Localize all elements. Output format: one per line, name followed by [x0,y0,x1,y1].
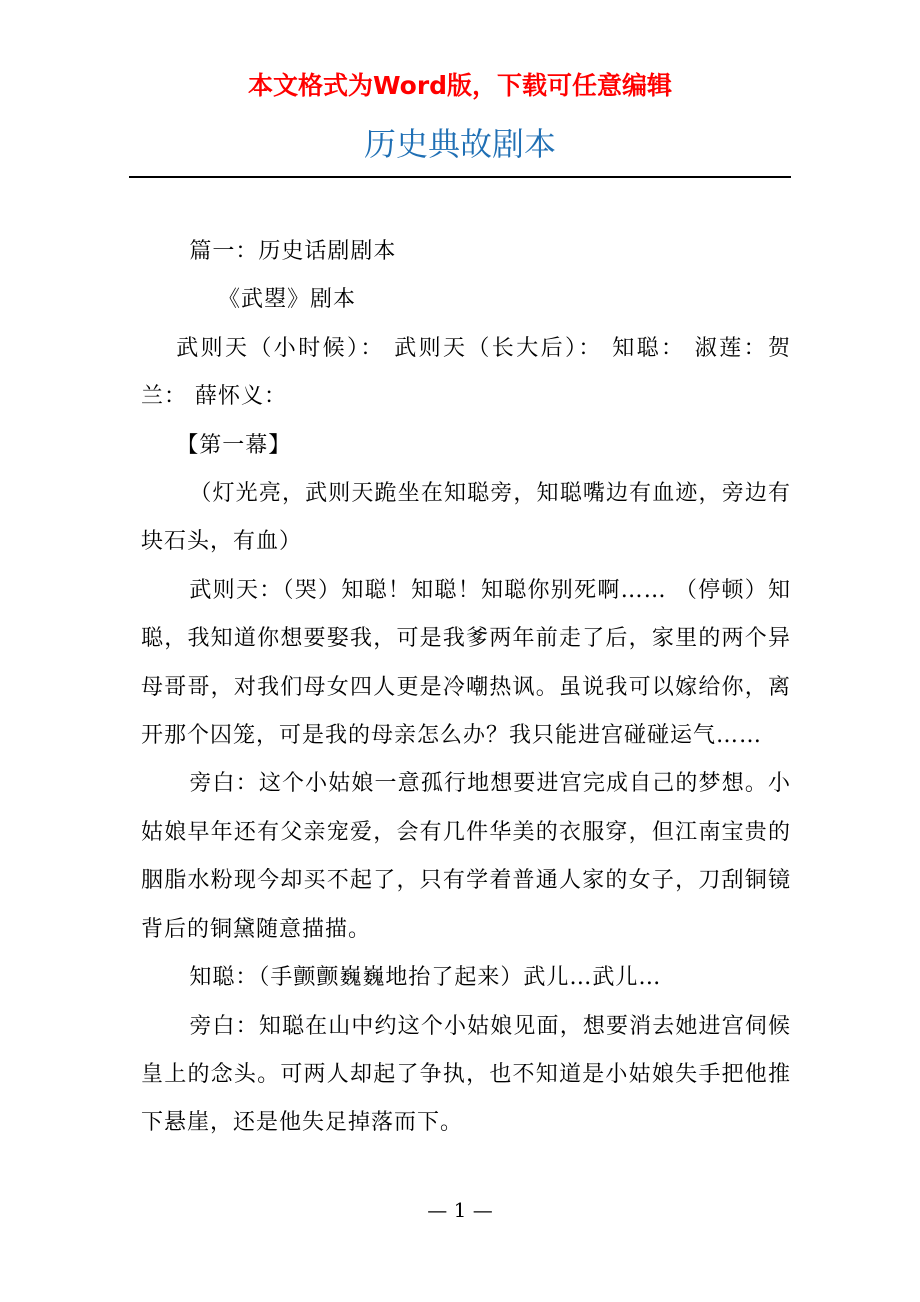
narration-paragraph: 旁白：这个小姑娘一意孤行地想要进宫完成自己的梦想。小姑娘早年还有父亲宠爱，会有几件华美的衣服穿，但江南宝贵的胭脂水粉现今却买不起了，只有学着普通人家的女子，刀刮铜镜背后的铜黛随意描描。 [141,771,791,942]
title-divider [129,176,791,178]
stage-direction: （灯光亮，武则天跪坐在知聪旁，知聪嘴边有血迹，旁边有块石头，有血） [141,481,791,555]
dialogue-wu-zetian: 武则天：（哭）知聪！知聪！知聪你别死啊…… （停顿）知聪，我知道你想要娶我，可是我爹两年前走了后，家里的两个异母哥哥，对我们母女四人更是冷嘲热讽。虽说我可以嫁给你，离开那个囚笼，可是我的母亲怎么办？我只能进宫碰碰运气…… [141,577,791,749]
script-subtitle: 《武曌》剧本 [217,287,356,313]
act-heading: 【第一幕】 [176,432,292,458]
page-number: — 1 — [427,1198,493,1222]
document-title: 历史典故剧本 [363,125,556,163]
dialogue-zhicong: 知聪：（手颤颤巍巍地抬了起来）武儿…武儿… [189,965,662,991]
cast-list: 武则天（小时候）： 武则天（长大后）： 知聪： 淑莲：贺兰： 薛怀义： [141,335,791,410]
download-banner: 本文格式为Word版，下载可任意编辑 [247,71,673,100]
document-body [141,228,791,1148]
narration-paragraph: 旁白：知聪在山中约这个小姑娘见面，想要消去她进宫伺候皇上的念头。可两人却起了争执，也不知道是小姑娘失手把他推下悬崖，还是他失足掉落而下。 [141,1013,791,1136]
section-heading: 篇一：历史话剧剧本 [189,239,397,264]
